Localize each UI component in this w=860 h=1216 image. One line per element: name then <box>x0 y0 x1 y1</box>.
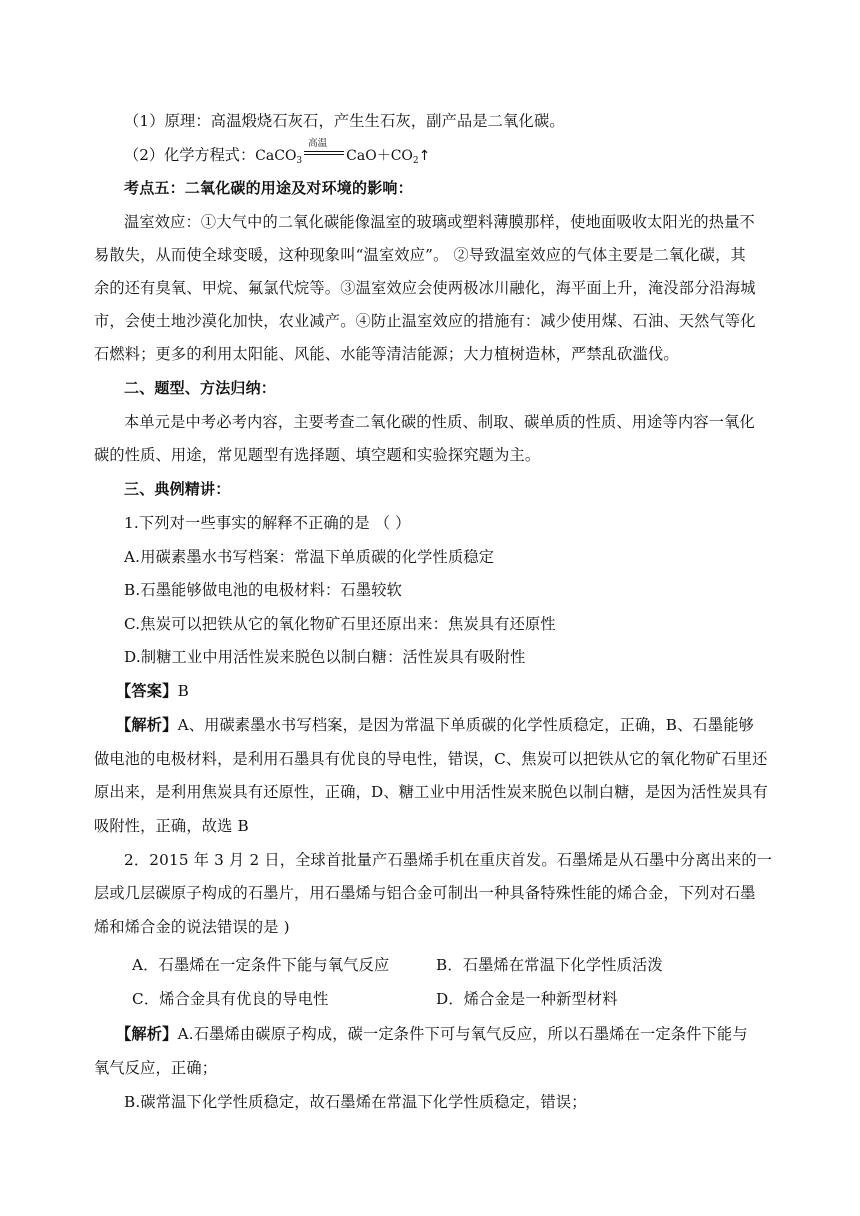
answer-line <box>116 681 189 701</box>
chemical-equation-line <box>124 138 431 171</box>
equation-reactant-subscript: 3 <box>296 156 303 166</box>
greenhouse-line-2: 易散失，从而使全球变暖，这种现象叫“温室效应”。 ②导致温室效应的气体主要是二氧化碳，其 <box>94 246 746 264</box>
explanation-2-label: 【解析】 <box>116 1025 178 1043</box>
explanation-1-line-1 <box>116 715 754 735</box>
question-1-option-c: C.焦炭可以把铁从它的氧化物矿石里还原出来：焦炭具有还原性 <box>124 615 556 633</box>
explanation-2-line-1 <box>116 1024 748 1044</box>
question-2-option-d: D．烯合金是一种新型材料 <box>436 990 618 1008</box>
explanation-text: A、用碳素墨水书写档案，是因为常温下单质碳的化学性质稳定，正确，B、石墨能够 <box>177 716 755 734</box>
equation-product-subscript: 2 <box>412 156 419 166</box>
greenhouse-line-5: 石燃料；更多的利用太阳能、风能、水能等清洁能源；大力植树造林，严禁乱砍滥伐。 <box>94 345 679 363</box>
answer-label: 【答案】 <box>116 682 178 700</box>
explanation-2-line-3: B.碳常温下化学性质稳定，故石墨烯在常温下化学性质稳定，错误； <box>124 1093 587 1111</box>
question-1-option-d: D.制糖工业中用活性炭来脱色以制白糖：活性炭具有吸附性 <box>124 648 526 666</box>
question-1-option-a: A.用碳素墨水书写档案：常温下单质碳的化学性质稳定 <box>124 548 495 566</box>
explanation-label: 【解析】 <box>116 716 178 734</box>
question-2-line-3: 烯和烯合金的说法错误的是 ) <box>94 918 290 936</box>
question-2-option-a: A．石墨烯在一定条件下能与氧气反应 <box>132 956 390 974</box>
question-2-option-b: B．石墨烯在常温下化学性质活泼 <box>436 956 663 974</box>
principle-line: （1）原理：高温煅烧石灰石，产生生石灰，副产品是二氧化碳。 <box>124 112 565 130</box>
equation-products: CaO＋CO <box>346 148 413 164</box>
greenhouse-line-1: 温室效应：①大气中的二氧化碳能像温室的玻璃或塑料薄膜那样，使地面吸收太阳光的热量不 <box>124 213 755 231</box>
reaction-condition <box>302 138 346 165</box>
reaction-condition-text: 高温 <box>308 138 328 149</box>
explanation-2-text: A.石墨烯由碳原子构成，碳一定条件下可与氧气反应，所以石墨烯在一定条件下能与 <box>177 1025 748 1043</box>
explanation-1-line-3: 原出来，是利用焦炭具有还原性，正确，D、糖工业中用活性炭来脱色以制白糖，是因为活性炭具有 <box>94 783 769 801</box>
methods-line-1: 本单元是中考必考内容，主要考查二氧化碳的性质、制取、碳单质的性质、用途等内容一氧化 <box>124 413 755 431</box>
equation-reactant: CaCO <box>255 148 297 164</box>
methods-line-2: 碳的性质、用途，常见题型有选择题、填空题和实验探究题为主。 <box>94 446 541 464</box>
question-1-stem: 1.下列对一些事实的解释不正确的是 （ ） <box>124 514 411 532</box>
section-heading-examples: 三、典例精讲： <box>124 480 231 498</box>
greenhouse-line-3: 余的还有臭氧、甲烷、氟氯代烷等。③温室效应会使两极冰川融化，海平面上升，淹没部分沿海城 <box>94 279 756 297</box>
section-heading-methods: 二、题型、方法归纳： <box>124 379 277 397</box>
equals-line-top <box>304 151 344 152</box>
question-2-line-1: 2．2015 年 3 月 2 日，全球首批量产石墨烯手机在重庆首发。石墨烯是从石墨中分离出来的一 <box>124 851 773 869</box>
gas-arrow-icon: ↑ <box>418 148 431 164</box>
answer-value: B <box>177 682 189 700</box>
section-heading-point5: 考点五：二氧化碳的用途及对环境的影响： <box>124 179 413 197</box>
question-2-line-2: 层或几层碳原子构成的石墨片，用石墨烯与铝合金可制出一种具备特殊性能的烯合金，下列对石墨 <box>94 884 756 902</box>
explanation-2-line-2: 氧气反应，正确； <box>94 1059 218 1077</box>
equation-label: （2）化学方程式： <box>124 146 256 164</box>
explanation-1-line-2: 做电池的电极材料，是利用石墨具有优良的导电性，错误，C、焦炭可以把铁从它的氧化物矿石里还 <box>94 750 768 768</box>
equals-line-bottom <box>304 154 344 155</box>
question-2-option-c: C．烯合金具有优良的导电性 <box>132 990 329 1008</box>
question-1-option-b: B.石墨能够做电池的电极材料：石墨较软 <box>124 581 402 599</box>
explanation-1-line-4: 吸附性，正确，故选 B <box>94 817 249 835</box>
greenhouse-line-4: 市，会使土地沙漠化加快，农业减产。④防止温室效应的措施有：减少使用煤、石油、天然气等化 <box>94 312 756 330</box>
